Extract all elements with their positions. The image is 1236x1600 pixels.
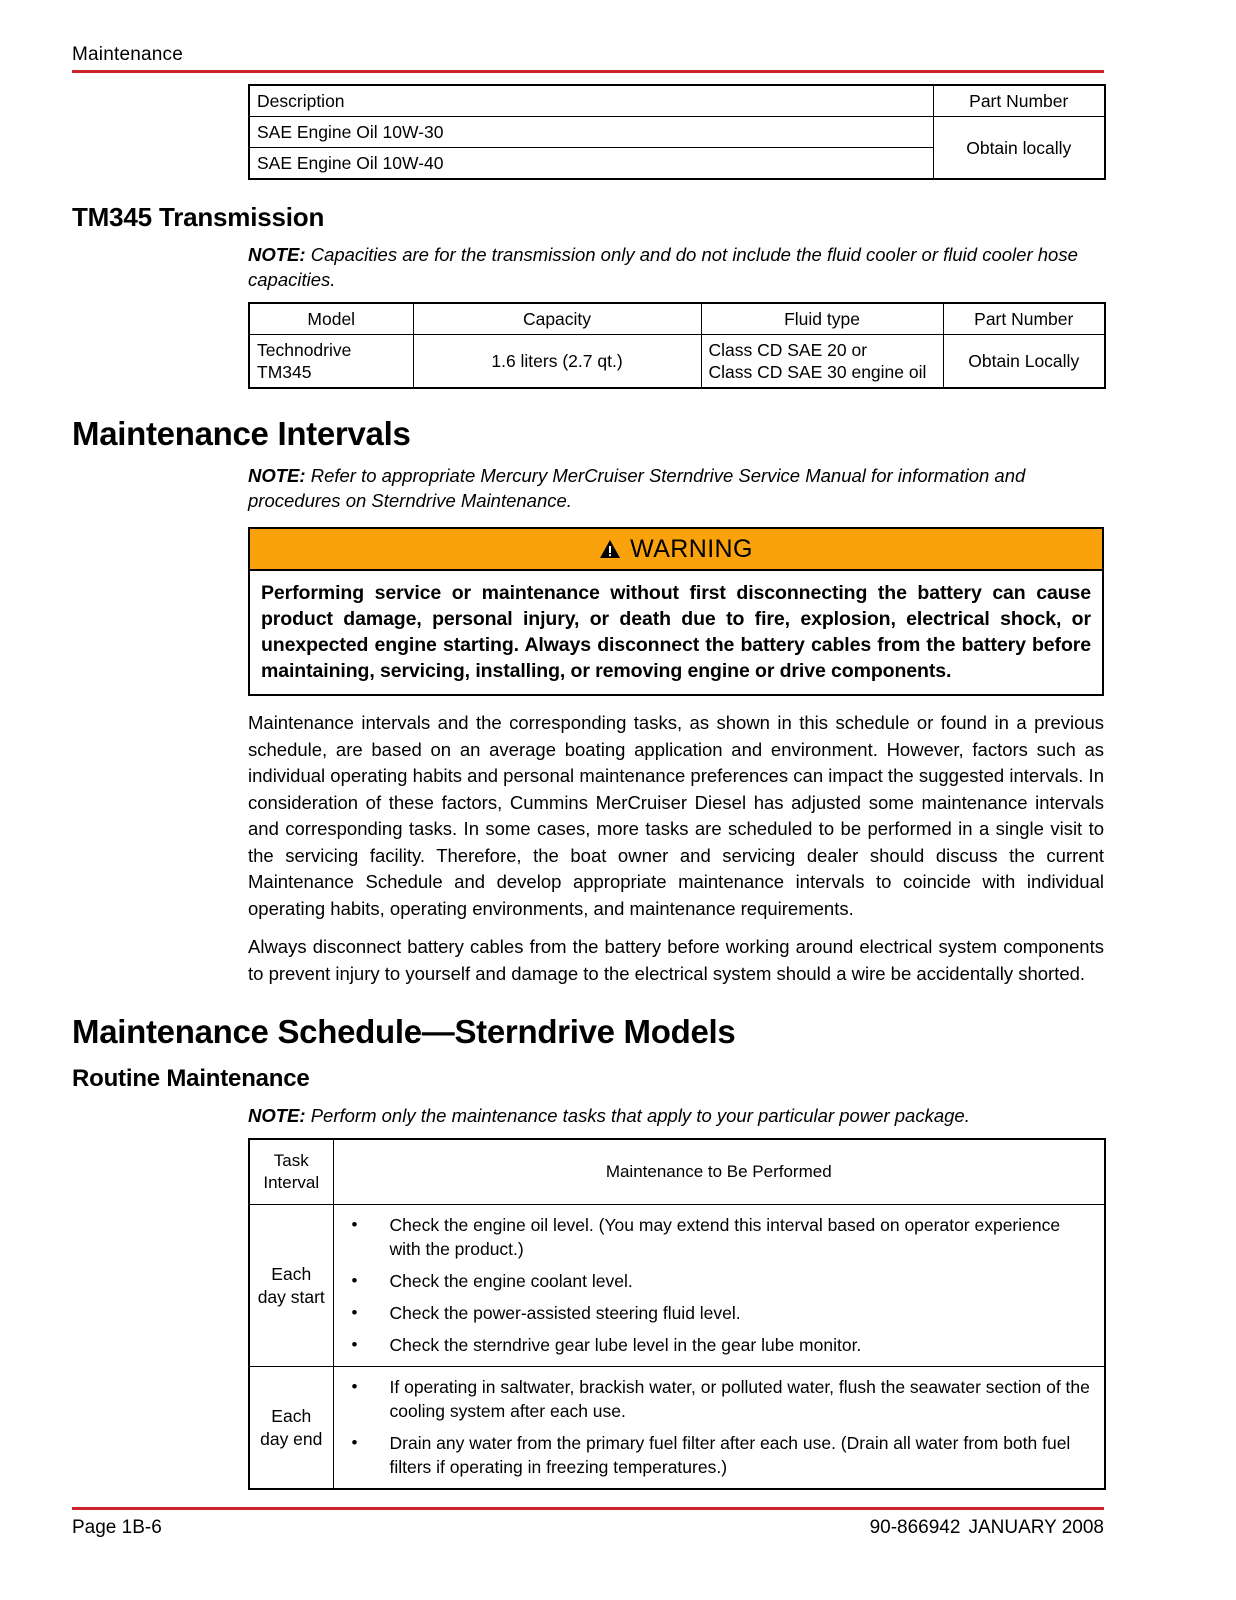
oil-row-1-description: SAE Engine Oil 10W-40 [249,148,933,180]
table-row [249,1205,1105,1367]
note-text: Perform only the maintenance tasks that apply to your particular power package. [305,1105,970,1126]
task-list [344,1213,1095,1357]
footer-document-info [870,1516,1104,1540]
tm345-table [248,302,1106,389]
warning-triangle-icon [599,539,621,559]
sched-row-1-interval-line1: Each [271,1405,312,1426]
oil-col-part-number: Part Number [933,85,1105,117]
list-item [344,1431,1095,1479]
tm345-fluid-line1: Class CD SAE 20 or [708,340,868,360]
sched-row-1-interval [249,1367,333,1490]
list-item [344,1213,1095,1261]
tm345-col-fluid-type: Fluid type [701,303,943,335]
sched-col-task-interval-line1: Task [273,1151,309,1170]
section-heading-maintenance-schedule: Maintenance Schedule—Sterndrive Models [72,1013,736,1050]
routine-maintenance-block [248,1103,1104,1490]
task-text: If operating in saltwater, brackish water, or polluted water, flush the seawater section of the cooling system after each use. [389,1377,1090,1421]
note-tm345 [248,242,1104,292]
task-text: Drain any water from the primary fuel filter after each use. (Drain all water from both fuel filters if operating in freezing temperatures.) [389,1433,1071,1477]
note-label: NOTE: [248,1105,306,1126]
footer-date: JANUARY 2008 [968,1517,1104,1538]
paragraph-maintenance-intervals-1: Maintenance intervals and the corresponding tasks, as shown in this schedule or found in a previous schedule, are based on an average boating application and environment. However, factors such as individual operating habits and personal maintenance preferences can impact the suggested intervals. In consideration of these factors, Cummins MerCruiser Diesel has adjusted some maintenance intervals and corresponding tasks. In some cases, more tasks are scheduled to be performed in a single visit to the servicing facility. Therefore, the boat owner and servicing dealer should discuss the current Maintenance Schedule and develop appropriate maintenance intervals to coincide with individual operating habits, operating environments, and maintenance requirements. [248,712,1104,919]
bullet-icon: • [351,1433,358,1452]
warning-label: WARNING [630,534,753,563]
note-label: NOTE: [248,465,306,486]
task-text: Check the power-assisted steering fluid level. [389,1303,741,1323]
list-item [344,1375,1095,1423]
tm345-model-line1: Technodrive [257,340,352,360]
bullet-icon: • [351,1303,358,1322]
table-row [249,1367,1105,1490]
task-text: Check the sterndrive gear lube level in the gear lube monitor. [389,1335,862,1355]
sched-col-task-interval-line2: Interval [263,1173,320,1192]
list-item [344,1269,1095,1293]
tm345-model-value [249,335,413,389]
sched-row-0-interval-line1: Each [271,1263,312,1284]
page-footer [72,1507,1104,1540]
warning-banner [250,529,1102,571]
task-list [344,1375,1095,1479]
tm345-model-line2: TM345 [257,362,312,382]
note-routine-maintenance [248,1103,1104,1128]
sched-row-1-tasks [333,1367,1105,1490]
oil-table-wrapper [248,84,1104,180]
engine-oil-table [248,84,1106,180]
task-text: Check the engine coolant level. [389,1271,633,1291]
tm345-col-part-number: Part Number [943,303,1105,335]
table-row [249,117,1105,148]
sched-row-1-interval-line2: day end [260,1428,323,1449]
table-header-row [249,1139,1105,1205]
subsection-heading-routine-maintenance: Routine Maintenance [72,1065,310,1092]
bullet-icon: • [351,1271,358,1290]
paragraph-maintenance-intervals-2: Always disconnect battery cables from the battery before working around electrical system components to prevent injury to yourself and damage to the electrical system should a wire be accidentally shorted. [248,936,1104,984]
sched-col-maintenance: Maintenance to Be Performed [333,1139,1105,1205]
sched-row-0-interval-line2: day start [257,1286,325,1307]
bullet-icon: • [351,1335,358,1354]
page-content [72,78,1104,1490]
tm345-col-capacity: Capacity [413,303,701,335]
oil-col-description: Description [249,85,933,117]
sched-col-task-interval [249,1139,333,1205]
tm345-fluid-line2: Class CD SAE 30 engine oil [708,362,927,382]
note-text: Refer to appropriate Mercury MerCruiser Sterndrive Service Manual for information and procedures on Sterndrive Maintenance. [248,465,1026,511]
table-row [249,335,1105,389]
tm345-part-number-value: Obtain Locally [943,335,1105,389]
table-header-row [249,303,1105,335]
note-maintenance-intervals [248,463,1104,513]
footer-page-label: Page 1B-6 [72,1517,162,1538]
sched-row-0-tasks [333,1205,1105,1367]
footer-rule [72,1507,1104,1510]
footer-doc-number: 90-866942 [869,1517,961,1538]
task-text: Check the engine oil level. (You may extend this interval based on operator experience with the product.) [389,1215,1061,1259]
oil-part-number-value: Obtain locally [933,117,1105,180]
header-rule [72,70,1104,73]
bullet-icon: • [351,1377,358,1396]
note-label: NOTE: [248,244,306,265]
list-item [344,1333,1095,1357]
page-header [72,44,1104,73]
sched-row-0-interval [249,1205,333,1367]
table-header-row [249,85,1105,117]
maintenance-intervals-block [248,463,1104,987]
tm345-capacity-value: 1.6 liters (2.7 qt.) [413,335,701,389]
section-heading-maintenance-intervals: Maintenance Intervals [72,415,411,452]
tm345-fluid-value [701,335,943,389]
tm345-col-model: Model [249,303,413,335]
warning-text: Performing service or maintenance without first disconnecting the battery can cause product damage, personal injury, or death due to fire, explosion, electrical shock, or unexpected engine starting. Always disconnect the battery cables from the battery before maintaining, servicing, installing, or removing engine or drive components. [261,582,1091,682]
list-item [344,1301,1095,1325]
oil-row-0-description: SAE Engine Oil 10W-30 [249,117,933,148]
footer-row [72,1516,1104,1540]
warning-box [248,527,1104,696]
section-heading-tm345: TM345 Transmission [72,202,325,232]
tm345-block [248,242,1104,389]
maintenance-schedule-table [248,1138,1106,1490]
bullet-icon: • [351,1215,358,1234]
note-text: Capacities are for the transmission only and do not include the fluid cooler or fluid cooler hose capacities. [248,244,1078,290]
header-title: Maintenance [72,44,183,65]
